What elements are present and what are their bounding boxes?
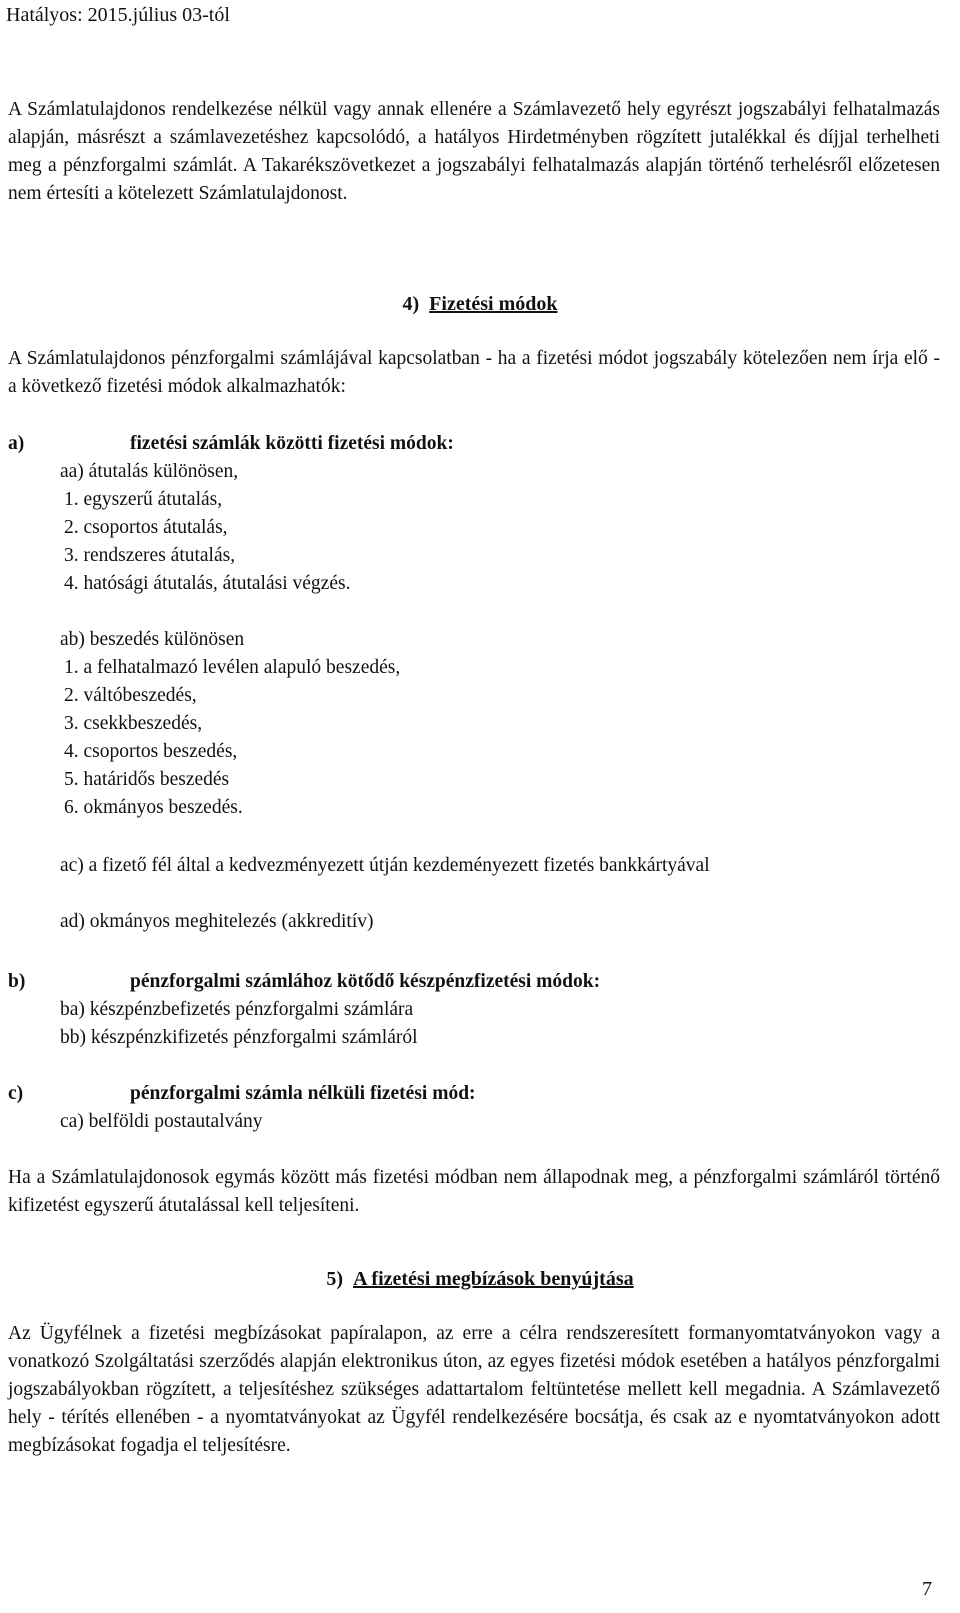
section-4-number: 4)	[402, 293, 420, 315]
ab-item: 5. határidős beszedés	[64, 769, 230, 790]
item-c-title: pénzforgalmi számla nélküli fizetési mód:	[130, 1083, 476, 1104]
item-a-title: fizetési számlák közötti fizetési módok:	[130, 433, 454, 454]
ab-item: 1. a felhatalmazó levélen alapuló beszedés,	[64, 657, 401, 678]
section-5-number: 5)	[326, 1268, 344, 1290]
section-4-intro: A Számlatulajdonos pénzforgalmi számlájával kapcsolatban - ha a fizetési módot jogszabály kötelezően nem írja elő - a következő fizetési módok alkalmazhatók:	[8, 348, 940, 397]
ab-item: 4. csoportos beszedés,	[64, 741, 238, 762]
item-b-letter: b)	[8, 971, 26, 992]
validity-header: Hatályos: 2015.július 03-tól	[6, 4, 230, 26]
section-5-title: A fizetési megbízások benyújtása	[353, 1268, 634, 1290]
section-5-body: Az Ügyfélnek a fizetési megbízásokat papíralapon, az erre a célra rendszeresített formanyomtatványokon vagy a vonatkozó Szolgáltatási szerződés alapján elektronikus úton, az egyes fizetési módok esetében a hatályos pénzforgalmi jogszabályokban rögzített, a teljesítéshez szükséges adattartalom feltüntetése mellett kell megadnia. A Számlavezető hely - térítés ellenében - a nyomtatványokat az Ügyfél rendelkezésére bocsátja, és csak az e nyomtatványokon adott megbízásokat fogadja el teljesítésre.	[8, 1323, 940, 1456]
item-a-letter: a)	[8, 433, 25, 454]
ca-line: ca) belföldi postautalvány	[60, 1111, 263, 1132]
aa-item: 1. egyszerű átutalás,	[64, 489, 223, 510]
intro-paragraph: A Számlatulajdonos rendelkezése nélkül vagy annak ellenére a Számlavezető hely egyrészt jogszabályi felhatalmazás alapján, másrészt a számlavezetéshez kapcsolódó, a hatályos Hirdetményben rögzített jutalékkal és díjjal terhelheti meg a pénzforgalmi számlát. A Takarékszövetkezet a jogszabályi felhatalmazás alapján történő terhelésről előzetesen nem értesíti a kötelezett Számlatulajdonost.	[8, 99, 940, 204]
section-4-title: Fizetési módok	[429, 293, 558, 315]
item-b-title: pénzforgalmi számlához kötődő készpénzfizetési módok:	[130, 971, 601, 992]
aa-item: 3. rendszeres átutalás,	[64, 545, 236, 566]
item-c-letter: c)	[8, 1083, 24, 1104]
aa-title: aa) átutalás különösen,	[60, 461, 239, 482]
ac-line: ac) a fizető fél által a kedvezményezett útján kezdeményezett fizetés bankkártyával	[60, 855, 710, 876]
section-5-heading	[0, 1265, 960, 1293]
ab-item: 2. váltóbeszedés,	[64, 685, 197, 706]
ad-line: ad) okmányos meghitelezés (akkreditív)	[60, 911, 374, 932]
aa-item: 4. hatósági átutalás, átutalási végzés.	[64, 573, 351, 594]
ab-item: 3. csekkbeszedés,	[64, 713, 203, 734]
ab-item: 6. okmányos beszedés.	[64, 797, 243, 818]
closing-paragraph: Ha a Számlatulajdonosok egymás között más fizetési módban nem állapodnak meg, a pénzforgalmi számláról történő kifizetést egyszerű átutalással kell teljesíteni.	[8, 1167, 940, 1216]
ab-title: ab) beszedés különösen	[60, 629, 245, 650]
page-number: 7	[922, 1578, 932, 1600]
ba-line: ba) készpénzbefizetés pénzforgalmi számlára	[60, 999, 414, 1020]
aa-item: 2. csoportos átutalás,	[64, 517, 228, 538]
bb-line: bb) készpénzkifizetés pénzforgalmi számláról	[60, 1027, 418, 1048]
section-4-heading	[0, 290, 960, 318]
